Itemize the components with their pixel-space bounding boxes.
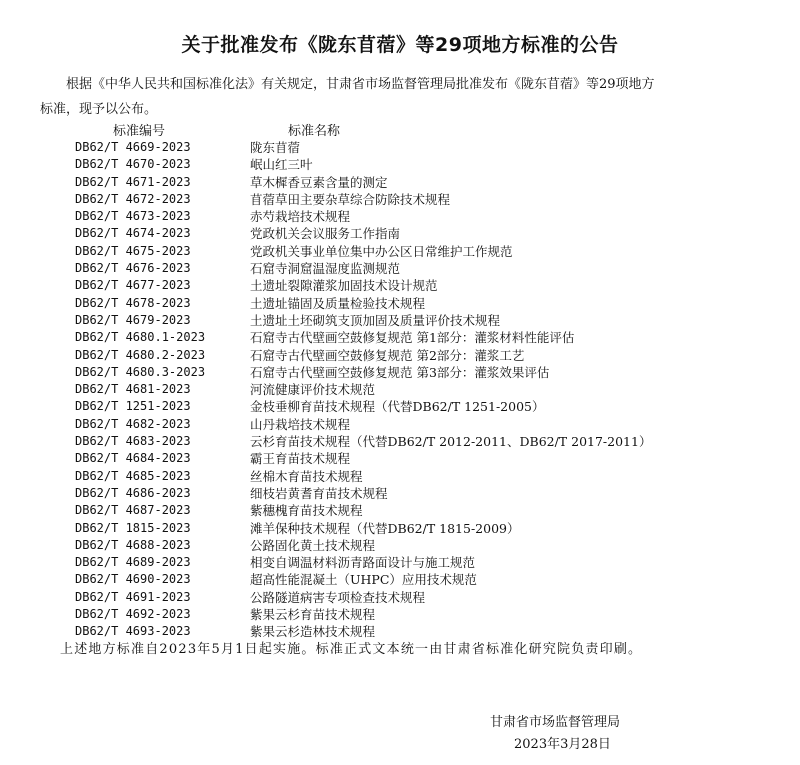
standard-code: DB62/T 4680.2-2023 xyxy=(75,347,206,362)
standard-name: 河流健康评价技术规范 xyxy=(250,382,376,398)
standard-name: 石窟寺古代壁画空鼓修复规范 第1部分：灌浆材料性能评估 xyxy=(250,330,575,346)
header-standard-code: 标准编号 xyxy=(113,124,166,139)
standard-name: 金枝垂柳育苗技术规程（代替DB62/T 1251-2005） xyxy=(250,399,545,415)
table-row xyxy=(0,295,800,312)
table-row xyxy=(0,347,800,364)
intro-line-1: 根据《中华人民共和国标准化法》有关规定，甘肃省市场监督管理局批准发布《陇东苜蓿》等29项地方 xyxy=(66,77,655,92)
table-row xyxy=(0,589,800,606)
table-row xyxy=(0,243,800,260)
standard-code: DB62/T 4669-2023 xyxy=(75,140,191,154)
standard-code: DB62/T 4690-2023 xyxy=(75,572,191,587)
standard-code: DB62/T 4676-2023 xyxy=(75,261,191,276)
standard-code: DB62/T 4683-2023 xyxy=(75,434,191,449)
standard-name: 党政机关会议服务工作指南 xyxy=(250,226,401,242)
header-standard-name: 标准名称 xyxy=(288,124,341,139)
standard-code: DB62/T 4686-2023 xyxy=(75,485,191,500)
table-row xyxy=(0,571,800,588)
table-row xyxy=(0,191,800,208)
standard-name: 超高性能混凝土（UHPC）应用技术规范 xyxy=(250,572,477,588)
standard-name: 紫穗槐育苗技术规程 xyxy=(250,503,363,519)
standard-code: DB62/T 4692-2023 xyxy=(75,607,191,622)
table-row xyxy=(0,225,800,242)
standard-code: DB62/T 4672-2023 xyxy=(75,191,191,206)
standard-name: 相变自调温材料沥青路面设计与施工规范 xyxy=(250,555,476,571)
table-row xyxy=(0,364,800,381)
table-row xyxy=(0,468,800,485)
standard-code: DB62/T 4680.1-2023 xyxy=(75,330,206,345)
standards-list xyxy=(0,139,800,641)
table-row xyxy=(0,329,800,346)
standard-name: 公路固化黄土技术规程 xyxy=(250,537,376,553)
standard-name: 丝棉木育苗技术规程 xyxy=(250,468,363,484)
standard-code: DB62/T 4685-2023 xyxy=(75,468,191,483)
page-title: 关于批准发布《陇东苜蓿》等29项地方标准的公告 xyxy=(181,34,619,56)
standard-name: 山丹栽培技术规程 xyxy=(250,416,351,432)
table-header xyxy=(0,120,800,138)
table-row xyxy=(0,623,800,640)
standard-code: DB62/T 4674-2023 xyxy=(75,226,191,241)
standard-name: 土遗址土坯砌筑支顶加固及质量评价技术规程 xyxy=(250,312,501,328)
table-row xyxy=(0,450,800,467)
standard-name: 石窟寺古代壁画空鼓修复规范 第2部分：灌浆工艺 xyxy=(250,347,525,363)
standard-name: 岷山红三叶 xyxy=(250,157,313,173)
standard-name: 细枝岩黄耆育苗技术规程 xyxy=(250,485,388,501)
table-row xyxy=(0,156,800,173)
standard-code: DB62/T 4682-2023 xyxy=(75,416,191,431)
standard-code: DB62/T 4678-2023 xyxy=(75,295,191,310)
standard-name: 赤芍栽培技术规程 xyxy=(250,209,351,225)
table-row xyxy=(0,416,800,433)
standard-code: DB62/T 4689-2023 xyxy=(75,555,191,570)
table-row xyxy=(0,260,800,277)
standard-code: DB62/T 4684-2023 xyxy=(75,451,191,466)
standard-code: DB62/T 4675-2023 xyxy=(75,243,191,258)
standard-code: DB62/T 4679-2023 xyxy=(75,312,191,327)
standard-code: DB62/T 1251-2023 xyxy=(75,399,191,414)
standard-name: 石窟寺古代壁画空鼓修复规范 第3部分：灌浆效果评估 xyxy=(250,364,550,380)
issue-date: 2023年3月28日 xyxy=(514,737,611,752)
intro-line-2: 标准，现予以公布。 xyxy=(40,102,158,117)
standard-name: 滩羊保种技术规程（代替DB62/T 1815-2009） xyxy=(250,520,520,536)
table-row xyxy=(0,485,800,502)
standard-name: 紫果云杉造林技术规程 xyxy=(250,624,376,640)
table-row xyxy=(0,554,800,571)
closing-paragraph: 上述地方标准自2023年5月1日起实施。标准正式文本统一由甘肃省标准化研究院负责印刷。 xyxy=(60,642,643,657)
issuing-authority: 甘肃省市场监督管理局 xyxy=(490,715,621,730)
table-row xyxy=(0,174,800,191)
table-row xyxy=(0,208,800,225)
standard-code: DB62/T 4671-2023 xyxy=(75,174,191,189)
table-row xyxy=(0,277,800,294)
table-row xyxy=(0,398,800,415)
intro-paragraph xyxy=(40,72,760,122)
standard-name: 土遗址锚固及质量检验技术规程 xyxy=(250,295,426,311)
table-row xyxy=(0,502,800,519)
standard-name: 紫果云杉育苗技术规程 xyxy=(250,607,376,623)
standard-code: DB62/T 4681-2023 xyxy=(75,382,191,397)
standard-name: 公路隧道病害专项检查技术规程 xyxy=(250,589,426,605)
table-row xyxy=(0,520,800,537)
standard-name: 苜蓿草田主要杂草综合防除技术规程 xyxy=(250,191,451,207)
standard-name: 石窟寺洞窟温湿度监测规范 xyxy=(250,261,401,277)
standard-code: DB62/T 4687-2023 xyxy=(75,503,191,518)
standard-name: 党政机关事业单位集中办公区日常维护工作规范 xyxy=(250,243,513,259)
standard-code: DB62/T 4673-2023 xyxy=(75,209,191,224)
standard-code: DB62/T 4670-2023 xyxy=(75,157,191,172)
table-row xyxy=(0,312,800,329)
standard-name: 云杉育苗技术规程（代替DB62/T 2012-2011、DB62/T 2017-2011） xyxy=(250,434,652,450)
table-row xyxy=(0,606,800,623)
standard-code: DB62/T 1815-2023 xyxy=(75,520,191,535)
standard-name: 土遗址裂隙灌浆加固技术设计规范 xyxy=(250,278,438,294)
table-row xyxy=(0,433,800,450)
standard-name: 草木樨香豆素含量的测定 xyxy=(250,174,388,190)
standard-code: DB62/T 4688-2023 xyxy=(75,537,191,552)
standard-name: 霸王育苗技术规程 xyxy=(250,451,351,467)
table-row xyxy=(0,381,800,398)
table-row xyxy=(0,139,800,156)
standard-code: DB62/T 4693-2023 xyxy=(75,624,191,639)
standard-code: DB62/T 4677-2023 xyxy=(75,278,191,293)
table-row xyxy=(0,537,800,554)
standard-name: 陇东苜蓿 xyxy=(250,140,301,155)
standard-code: DB62/T 4691-2023 xyxy=(75,589,191,604)
standard-code: DB62/T 4680.3-2023 xyxy=(75,364,206,379)
